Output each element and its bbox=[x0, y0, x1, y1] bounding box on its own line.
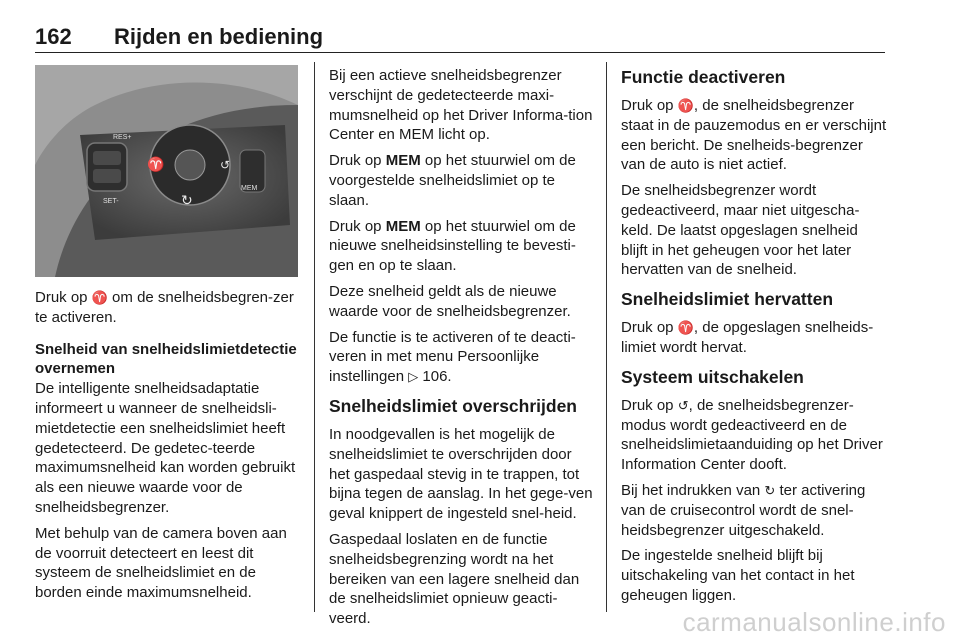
paragraph bbox=[621, 96, 887, 175]
steering-wheel-controls-photo bbox=[35, 65, 298, 277]
paragraph bbox=[329, 328, 593, 387]
paragraph: De intelligente snelheidsadaptatie informeert u wanneer de snelheidsli-mietdetectie een snelheidslimiet heeft gedetecteerd. De gedetec-teerde maximumsnelheid kan worden gebruikt als een nieuwe waarde voor de snelheidsbegrenzer. bbox=[35, 380, 296, 516]
speed-limiter-icon: ♈ bbox=[677, 320, 694, 336]
column-middle bbox=[329, 66, 593, 635]
paragraph bbox=[329, 151, 593, 210]
text-run: op het stuurwiel om de voorgestelde snelheidslimiet op te slaan. bbox=[329, 152, 576, 209]
column-divider bbox=[314, 62, 315, 612]
cruise-control-icon: ↻ bbox=[181, 192, 193, 208]
mem-label: MEM bbox=[241, 185, 258, 192]
text-run: Druk op bbox=[621, 97, 678, 114]
text-run: , de snelheidsbegrenzer-modus wordt gedeactiveerd en de snelheidslimietaanduiding op het Driver Information Center dooft. bbox=[621, 396, 883, 474]
set-label: SET- bbox=[103, 198, 119, 205]
paragraph bbox=[621, 481, 887, 540]
paragraph bbox=[621, 318, 887, 358]
header-rule bbox=[35, 52, 885, 53]
text-run: ter activering van de cruisecontrol wordt de snel-heidsbegrenzer uitgeschakeld. bbox=[621, 481, 866, 539]
text-run: , de snelheidsbegrenzer staat in de pauzemodus en er verschijnt een bericht. De snelheids-begrenzer van de auto is niet actief. bbox=[621, 97, 887, 174]
speed-limiter-icon: ♈ bbox=[677, 98, 694, 113]
paragraph: De snelheidsbegrenzer wordt gedeactiveerd, maar niet uitgescha-keld. De laatst opgeslagen snelheid blijft in het geheugen voor het later hervatten van de snelheid. bbox=[621, 182, 860, 279]
text-run: Druk op bbox=[329, 152, 386, 170]
res-label: RES+ bbox=[113, 134, 132, 141]
text-run: Druk op bbox=[621, 396, 678, 414]
text-run: , de opgeslagen snelheids-limiet wordt hervat. bbox=[621, 319, 874, 356]
paragraph: Met behulp van de camera boven aan de voorruit detecteert en leest dit systeem de snelheidslimiet en de borden einde maximumsnelheid. bbox=[35, 524, 287, 602]
caption bbox=[35, 288, 300, 328]
cruise-control-icon: ↻ bbox=[764, 482, 776, 498]
heading-overschrijden: Snelheidslimiet overschrijden bbox=[329, 395, 577, 416]
text-run: op het stuurwiel om de nieuwe snelheidsinstelling te bevesti-gen en op te slaan. bbox=[329, 217, 576, 275]
mem-button-label: MEM bbox=[385, 217, 421, 235]
text-run: Druk op bbox=[621, 319, 678, 337]
text-run: Bij een actieve snelheidsbegrenzer verschijnt de gedetecteerde maxi-mumsnelheid op het Driver Informa-tion Center en MEM licht op. bbox=[329, 67, 593, 144]
page-header bbox=[35, 24, 885, 52]
column-left bbox=[35, 288, 300, 609]
column-right bbox=[621, 66, 887, 612]
heading-uitschakelen: Systeem uitschakelen bbox=[621, 366, 804, 387]
page-number: 162 bbox=[35, 24, 72, 49]
paragraph: Gaspedaal loslaten en de functie snelheidsbegrenzing wordt na het bereiken van een lagere snelheid dan de snelheidslimiet opnieuw geacti-veerd. bbox=[329, 530, 580, 628]
page-reference-icon: ▷ bbox=[408, 369, 419, 385]
text-run: De functie is te activeren of te deacti-veren in met menu Persoonlijke instellingen bbox=[329, 328, 576, 386]
paragraph: Deze snelheid geldt als de nieuwe waarde voor de snelheidsbegrenzer. bbox=[329, 282, 571, 320]
paragraph bbox=[329, 66, 593, 145]
paragraph bbox=[329, 217, 593, 276]
text-run: om de snelheidsbegren-zer te activeren. bbox=[35, 289, 294, 326]
text-run: 106. bbox=[418, 368, 452, 386]
text-run: Druk op bbox=[329, 217, 386, 235]
heading-deactiveren: Functie deactiveren bbox=[621, 67, 786, 87]
paragraph bbox=[621, 396, 887, 475]
text-run: Druk op bbox=[35, 289, 92, 306]
column-divider bbox=[606, 62, 607, 612]
text-run: Bij het indrukken van bbox=[621, 481, 765, 499]
cancel-icon: ↺ bbox=[677, 397, 689, 413]
section-title: Rijden en bediening bbox=[114, 24, 324, 49]
speed-limiter-icon: ♈ bbox=[147, 156, 165, 172]
mem-button-label: MEM bbox=[385, 152, 421, 170]
cancel-icon: ↺ bbox=[220, 158, 231, 172]
speed-limiter-icon: ♈ bbox=[91, 290, 108, 305]
paragraph: In noodgevallen is het mogelijk de snelheidslimiet te overschrijden door het gaspedaal stevig in te trappen, tot bijna tegen de aanslag. In het gege-ven geval knippert de ingesteld snel-heid. bbox=[329, 425, 593, 523]
heading-hervatten: Snelheidslimiet hervatten bbox=[621, 289, 834, 310]
paragraph: De ingestelde snelheid blijft bij uitschakeling van het contact in het geheugen liggen. bbox=[621, 547, 855, 604]
heading-speed-detection: Snelheid van snelheidslimietdetectie overnemen bbox=[35, 340, 297, 378]
watermark: carmanualsonline.info bbox=[682, 607, 946, 637]
